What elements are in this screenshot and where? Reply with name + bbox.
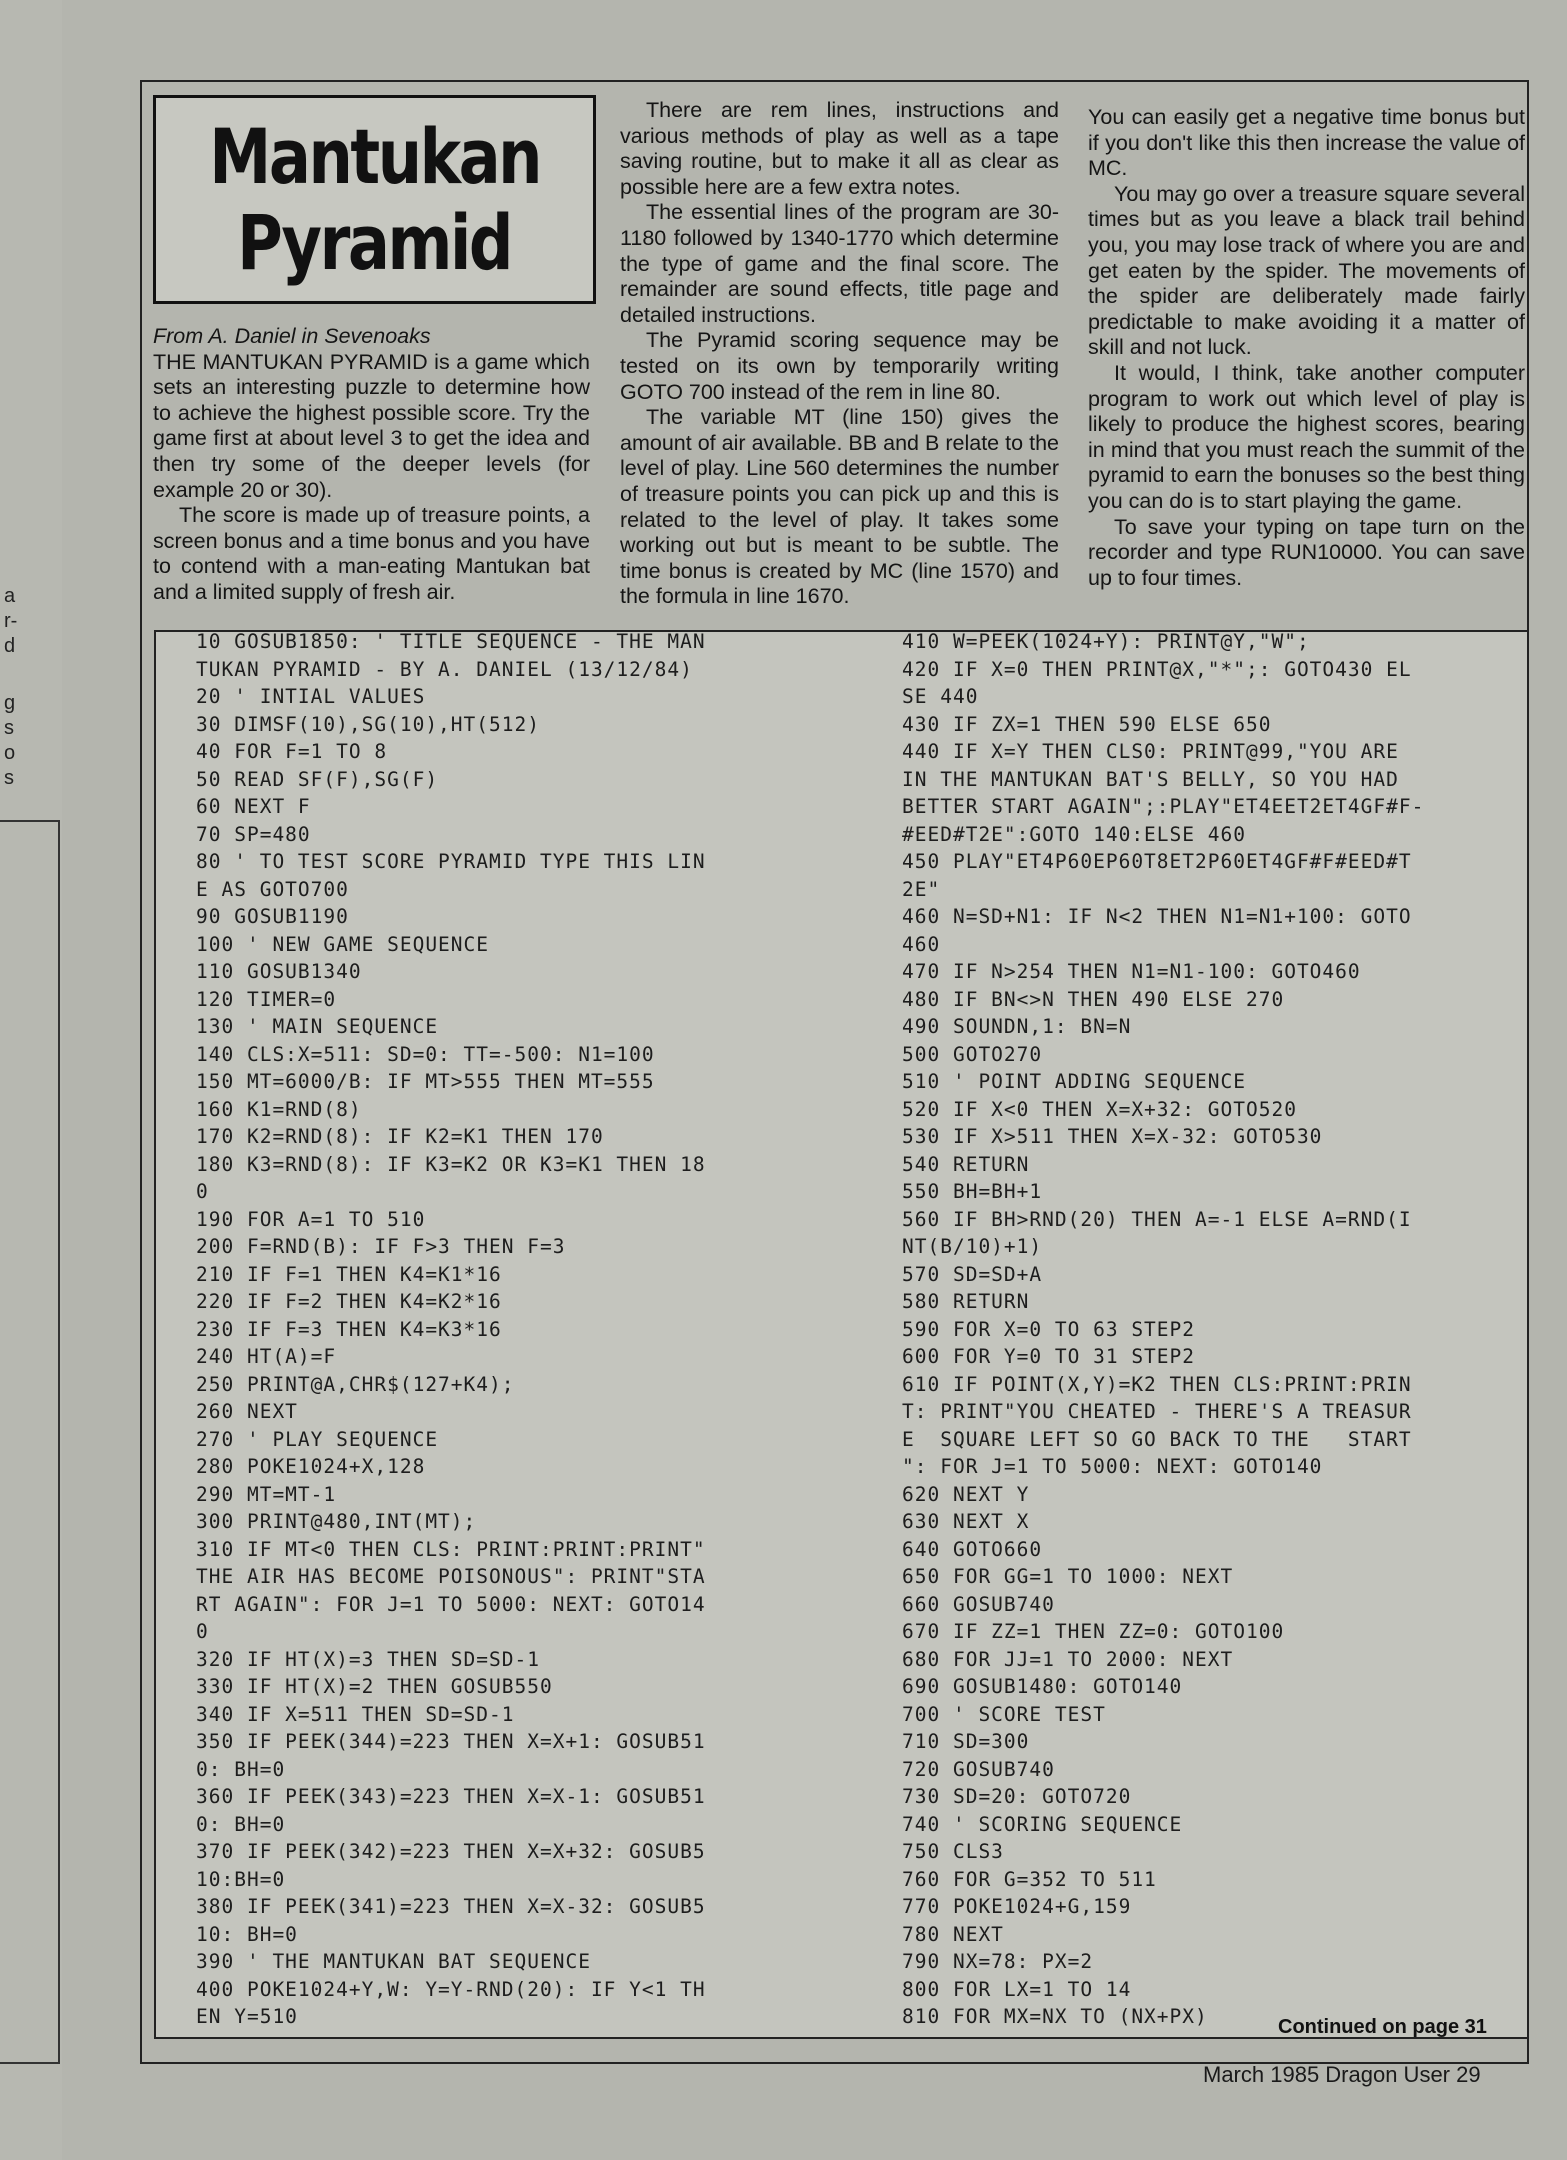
- code-line: 180 K3=RND(8): IF K3=K2 OR K3=K1 THEN 18: [196, 1152, 706, 1176]
- code-line: 540 RETURN: [902, 1152, 1030, 1176]
- code-line: 160 K1=RND(8): [196, 1097, 362, 1121]
- article-title-line-2: Pyramid: [237, 197, 512, 287]
- code-line: 310 IF MT<0 THEN CLS: PRINT:PRINT:PRINT": [196, 1537, 706, 1561]
- code-line: E AS GOTO700: [196, 877, 349, 901]
- code-line: 520 IF X<0 THEN X=X+32: GOTO520: [902, 1097, 1297, 1121]
- code-line: 650 FOR GG=1 TO 1000: NEXT: [902, 1565, 1234, 1588]
- code-line: 460 N=SD+N1: IF N<2 THEN N1=N1+100: GOTO: [902, 905, 1412, 928]
- program-listing-right: [902, 628, 1424, 2031]
- code-line: THE AIR HAS BECOME POISONOUS": PRINT"STA: [196, 1565, 706, 1588]
- code-line: 420 IF X=0 THEN PRINT@X,"*";: GOTO430 EL: [902, 657, 1412, 681]
- code-line: 290 MT=MT-1: [196, 1482, 337, 1506]
- left-fragment: g: [4, 692, 16, 714]
- code-line: 370 IF PEEK(342)=223 THEN X=X+32: GOSUB5: [196, 1840, 706, 1863]
- code-line: 440 IF X=Y THEN CLS0: PRINT@99,"YOU ARE: [902, 740, 1399, 763]
- program-listing-left: [196, 628, 706, 2031]
- code-line: 560 IF BH>RND(20) THEN A=-1 ELSE A=RND(I: [902, 1207, 1412, 1231]
- code-line: 740 ' SCORING SEQUENCE: [902, 1812, 1183, 1836]
- code-line: 200 F=RND(B): IF F>3 THEN F=3: [196, 1235, 566, 1258]
- code-line: #EED#T2E":GOTO 140:ELSE 460: [902, 822, 1246, 846]
- code-line: 220 IF F=2 THEN K4=K2*16: [196, 1290, 502, 1313]
- code-line: 320 IF HT(X)=3 THEN SD=SD-1: [196, 1647, 540, 1671]
- code-line: 150 MT=6000/B: IF MT>555 THEN MT=555: [196, 1070, 655, 1093]
- code-line: 170 K2=RND(8): IF K2=K1 THEN 170: [196, 1125, 604, 1148]
- code-line: 470 IF N>254 THEN N1=N1-100: GOTO460: [902, 960, 1361, 983]
- code-line: 350 IF PEEK(344)=223 THEN X=X+1: GOSUB51: [196, 1730, 706, 1753]
- code-line: 510 ' POINT ADDING SEQUENCE: [902, 1070, 1246, 1093]
- code-line: 430 IF ZX=1 THEN 590 ELSE 650: [902, 712, 1272, 736]
- page-footer: March 1985 Dragon User 29: [1203, 2062, 1481, 2087]
- code-line: 0: BH=0: [196, 1757, 286, 1781]
- code-line: 130 ' MAIN SEQUENCE: [196, 1015, 439, 1038]
- code-line: 2E": [902, 877, 941, 901]
- code-line: 380 IF PEEK(341)=223 THEN X=X-32: GOSUB5: [196, 1895, 706, 1918]
- code-line: 70 SP=480: [196, 822, 311, 846]
- paragraph: The score is made up of treasure points, a screen bonus and a time bonus and you have to contend with a man-eating Mantukan bat and a limited supply of fresh air.: [153, 503, 590, 604]
- text-column-1: [153, 324, 590, 606]
- code-line: SE 440: [902, 685, 979, 708]
- left-fragment: s: [4, 767, 14, 789]
- code-line: 410 W=PEEK(1024+Y): PRINT@Y,"W";: [902, 630, 1310, 653]
- code-line: 60 NEXT F: [196, 795, 311, 818]
- paragraph: The Pyramid scoring sequence may be tested on its own by temporarily writing GOTO 700 instead of the rem in line 80.: [620, 328, 1059, 404]
- code-line: 640 GOTO660: [902, 1537, 1043, 1561]
- code-line: 570 SD=SD+A: [902, 1262, 1043, 1286]
- code-line: 90 GOSUB1190: [196, 905, 349, 928]
- code-line: 710 SD=300: [902, 1730, 1030, 1753]
- code-line: 390 ' THE MANTUKAN BAT SEQUENCE: [196, 1950, 591, 1973]
- code-line: 490 SOUNDN,1: BN=N: [902, 1015, 1132, 1038]
- paragraph: You can easily get a negative time bonus but if you don't like this then increase the value of MC.: [1088, 105, 1525, 181]
- code-line: 50 READ SF(F),SG(F): [196, 767, 439, 791]
- code-line: 340 IF X=511 THEN SD=SD-1: [196, 1702, 515, 1726]
- code-line: 550 BH=BH+1: [902, 1180, 1043, 1203]
- code-line: 500 GOTO270: [902, 1042, 1043, 1066]
- column-1-body: [153, 350, 590, 606]
- code-line: 30 DIMSF(10),SG(10),HT(512): [196, 712, 540, 736]
- left-fragment: r-: [4, 610, 18, 632]
- code-line: 530 IF X>511 THEN X=X-32: GOTO530: [902, 1125, 1323, 1148]
- code-line: 250 PRINT@A,CHR$(127+K4);: [196, 1372, 515, 1396]
- code-line: E SQUARE LEFT SO GO BACK TO THE START: [902, 1427, 1412, 1451]
- code-line: 790 NX=78: PX=2: [902, 1950, 1094, 1973]
- code-line: 140 CLS:X=511: SD=0: TT=-500: N1=100: [196, 1042, 655, 1066]
- code-line: 80 ' TO TEST SCORE PYRAMID TYPE THIS LIN: [196, 850, 706, 873]
- code-line: RT AGAIN": FOR J=1 TO 5000: NEXT: GOTO14: [196, 1592, 706, 1616]
- code-line: 0: [196, 1620, 209, 1643]
- code-line: 270 ' PLAY SEQUENCE: [196, 1427, 439, 1451]
- code-line: 620 NEXT Y: [902, 1482, 1030, 1506]
- paragraph: It would, I think, take another computer program to work out which level of play is likely to produce the highest scores, bearing in mind that you must reach the summit of the pyramid to earn the bonuses so the best thing you can do is to start playing the game.: [1088, 360, 1525, 513]
- code-line: 280 POKE1024+X,128: [196, 1455, 426, 1478]
- paragraph: You may go over a treasure square several times but as you leave a black trail behind you, you may lose track of where you are and get eaten by the spider. The movements of the spider are deliberately made fairly predictable to make avoiding it a matter of skill and not luck.: [1088, 181, 1525, 360]
- code-line: 10: BH=0: [196, 1922, 298, 1946]
- paragraph: The variable MT (line 150) gives the amount of air available. BB and B relate to the level of play. Line 560 determines the number of treasure points you can pick up and this is related to the level of play. It takes some working out but is meant to be subtle. The time bonus is created by MC (line 1570) and the formula in line 1670.: [620, 405, 1059, 609]
- code-line: 630 NEXT X: [902, 1510, 1030, 1533]
- code-line: 450 PLAY"ET4P60EP60T8ET2P60ET4GF#F#EED#T: [902, 850, 1412, 873]
- code-line: 260 NEXT: [196, 1400, 298, 1423]
- code-line: 400 POKE1024+Y,W: Y=Y-RND(20): IF Y<1 TH: [196, 1977, 706, 2001]
- code-line: 670 IF ZZ=1 THEN ZZ=0: GOTO100: [902, 1620, 1285, 1643]
- paragraph: There are rem lines, instructions and various methods of play as well as a tape saving routine, but to make it all as clear as possible here are a few extra notes.: [620, 98, 1059, 199]
- code-line: 660 GOSUB740: [902, 1592, 1055, 1616]
- code-line: 100 ' NEW GAME SEQUENCE: [196, 932, 490, 956]
- code-line: 10:BH=0: [196, 1867, 286, 1891]
- paragraph: THE MANTUKAN PYRAMID is a game which sets an interesting puzzle to determine how to achieve the highest possible score. Try the game first at about level 3 to get the idea and then try some of the deeper levels (for example 20 or 30).: [153, 349, 590, 502]
- code-line: 700 ' SCORE TEST: [902, 1702, 1106, 1726]
- code-line: 240 HT(A)=F: [196, 1345, 337, 1368]
- code-line: 210 IF F=1 THEN K4=K1*16: [196, 1262, 502, 1286]
- adjacent-page-edge: [0, 0, 62, 2160]
- code-line: T: PRINT"YOU CHEATED - THERE'S A TREASUR: [902, 1400, 1412, 1423]
- paragraph: The essential lines of the program are 30-1180 followed by 1340-1770 which determine the type of game and the final score. The remainder are sound effects, title page and detailed instructions.: [620, 200, 1059, 327]
- code-line: 480 IF BN<>N THEN 490 ELSE 270: [902, 987, 1285, 1011]
- code-line: 750 CLS3: [902, 1840, 1004, 1863]
- text-column-3: [1088, 105, 1525, 591]
- code-line: 110 GOSUB1340: [196, 960, 362, 983]
- article-title-box: [153, 95, 596, 304]
- adjacent-page-box: [0, 820, 60, 2064]
- code-line: 230 IF F=3 THEN K4=K3*16: [196, 1317, 502, 1341]
- code-line: 330 IF HT(X)=2 THEN GOSUB550: [196, 1675, 553, 1698]
- left-fragment: a: [4, 585, 16, 607]
- paragraph: To save your typing on tape turn on the recorder and type RUN10000. You can save up to four times.: [1088, 514, 1525, 590]
- byline: From A. Daniel in Sevenoaks: [153, 324, 431, 348]
- code-line: 600 FOR Y=0 TO 31 STEP2: [902, 1345, 1196, 1368]
- code-line: EN Y=510: [196, 2005, 298, 2028]
- code-line: 0: [196, 1180, 209, 1203]
- left-fragment: d: [4, 635, 16, 657]
- left-fragment: s: [4, 717, 14, 739]
- code-line: 720 GOSUB740: [902, 1757, 1055, 1781]
- code-line: 300 PRINT@480,INT(MT);: [196, 1510, 477, 1533]
- code-line: 360 IF PEEK(343)=223 THEN X=X-1: GOSUB51: [196, 1785, 706, 1808]
- code-line: 0: BH=0: [196, 1812, 286, 1836]
- code-line: 770 POKE1024+G,159: [902, 1895, 1132, 1918]
- code-line: NT(B/10)+1): [902, 1235, 1043, 1258]
- code-line: ": FOR J=1 TO 5000: NEXT: GOTO140: [902, 1455, 1323, 1478]
- code-line: 760 FOR G=352 TO 511: [902, 1867, 1157, 1891]
- text-column-2: [620, 98, 1059, 610]
- article-title-line-1: Mantukan: [209, 111, 540, 201]
- code-line: 40 FOR F=1 TO 8: [196, 740, 388, 763]
- code-line: 610 IF POINT(X,Y)=K2 THEN CLS:PRINT:PRIN: [902, 1372, 1412, 1396]
- code-line: 580 RETURN: [902, 1290, 1030, 1313]
- code-line: 690 GOSUB1480: GOTO140: [902, 1675, 1183, 1698]
- continued-note: Continued on page 31: [1278, 2016, 1487, 2038]
- code-line: TUKAN PYRAMID - BY A. DANIEL (13/12/84): [196, 657, 693, 681]
- code-line: 20 ' INTIAL VALUES: [196, 685, 426, 708]
- code-line: 460: [902, 932, 941, 956]
- code-line: BETTER START AGAIN";:PLAY"ET4EET2ET4GF#F-: [902, 795, 1425, 818]
- code-line: 730 SD=20: GOTO720: [902, 1785, 1132, 1808]
- code-line: IN THE MANTUKAN BAT'S BELLY, SO YOU HAD: [902, 767, 1399, 791]
- code-line: 190 FOR A=1 TO 510: [196, 1207, 426, 1231]
- code-line: 10 GOSUB1850: ' TITLE SEQUENCE - THE MAN: [196, 630, 706, 653]
- code-line: 780 NEXT: [902, 1922, 1004, 1946]
- code-line: 590 FOR X=0 TO 63 STEP2: [902, 1317, 1196, 1341]
- code-line: 120 TIMER=0: [196, 987, 337, 1011]
- code-line: 810 FOR MX=NX TO (NX+PX): [902, 2005, 1208, 2028]
- code-line: 800 FOR LX=1 TO 14: [902, 1977, 1132, 2001]
- left-fragment: o: [4, 742, 16, 764]
- code-line: 680 FOR JJ=1 TO 2000: NEXT: [902, 1647, 1234, 1671]
